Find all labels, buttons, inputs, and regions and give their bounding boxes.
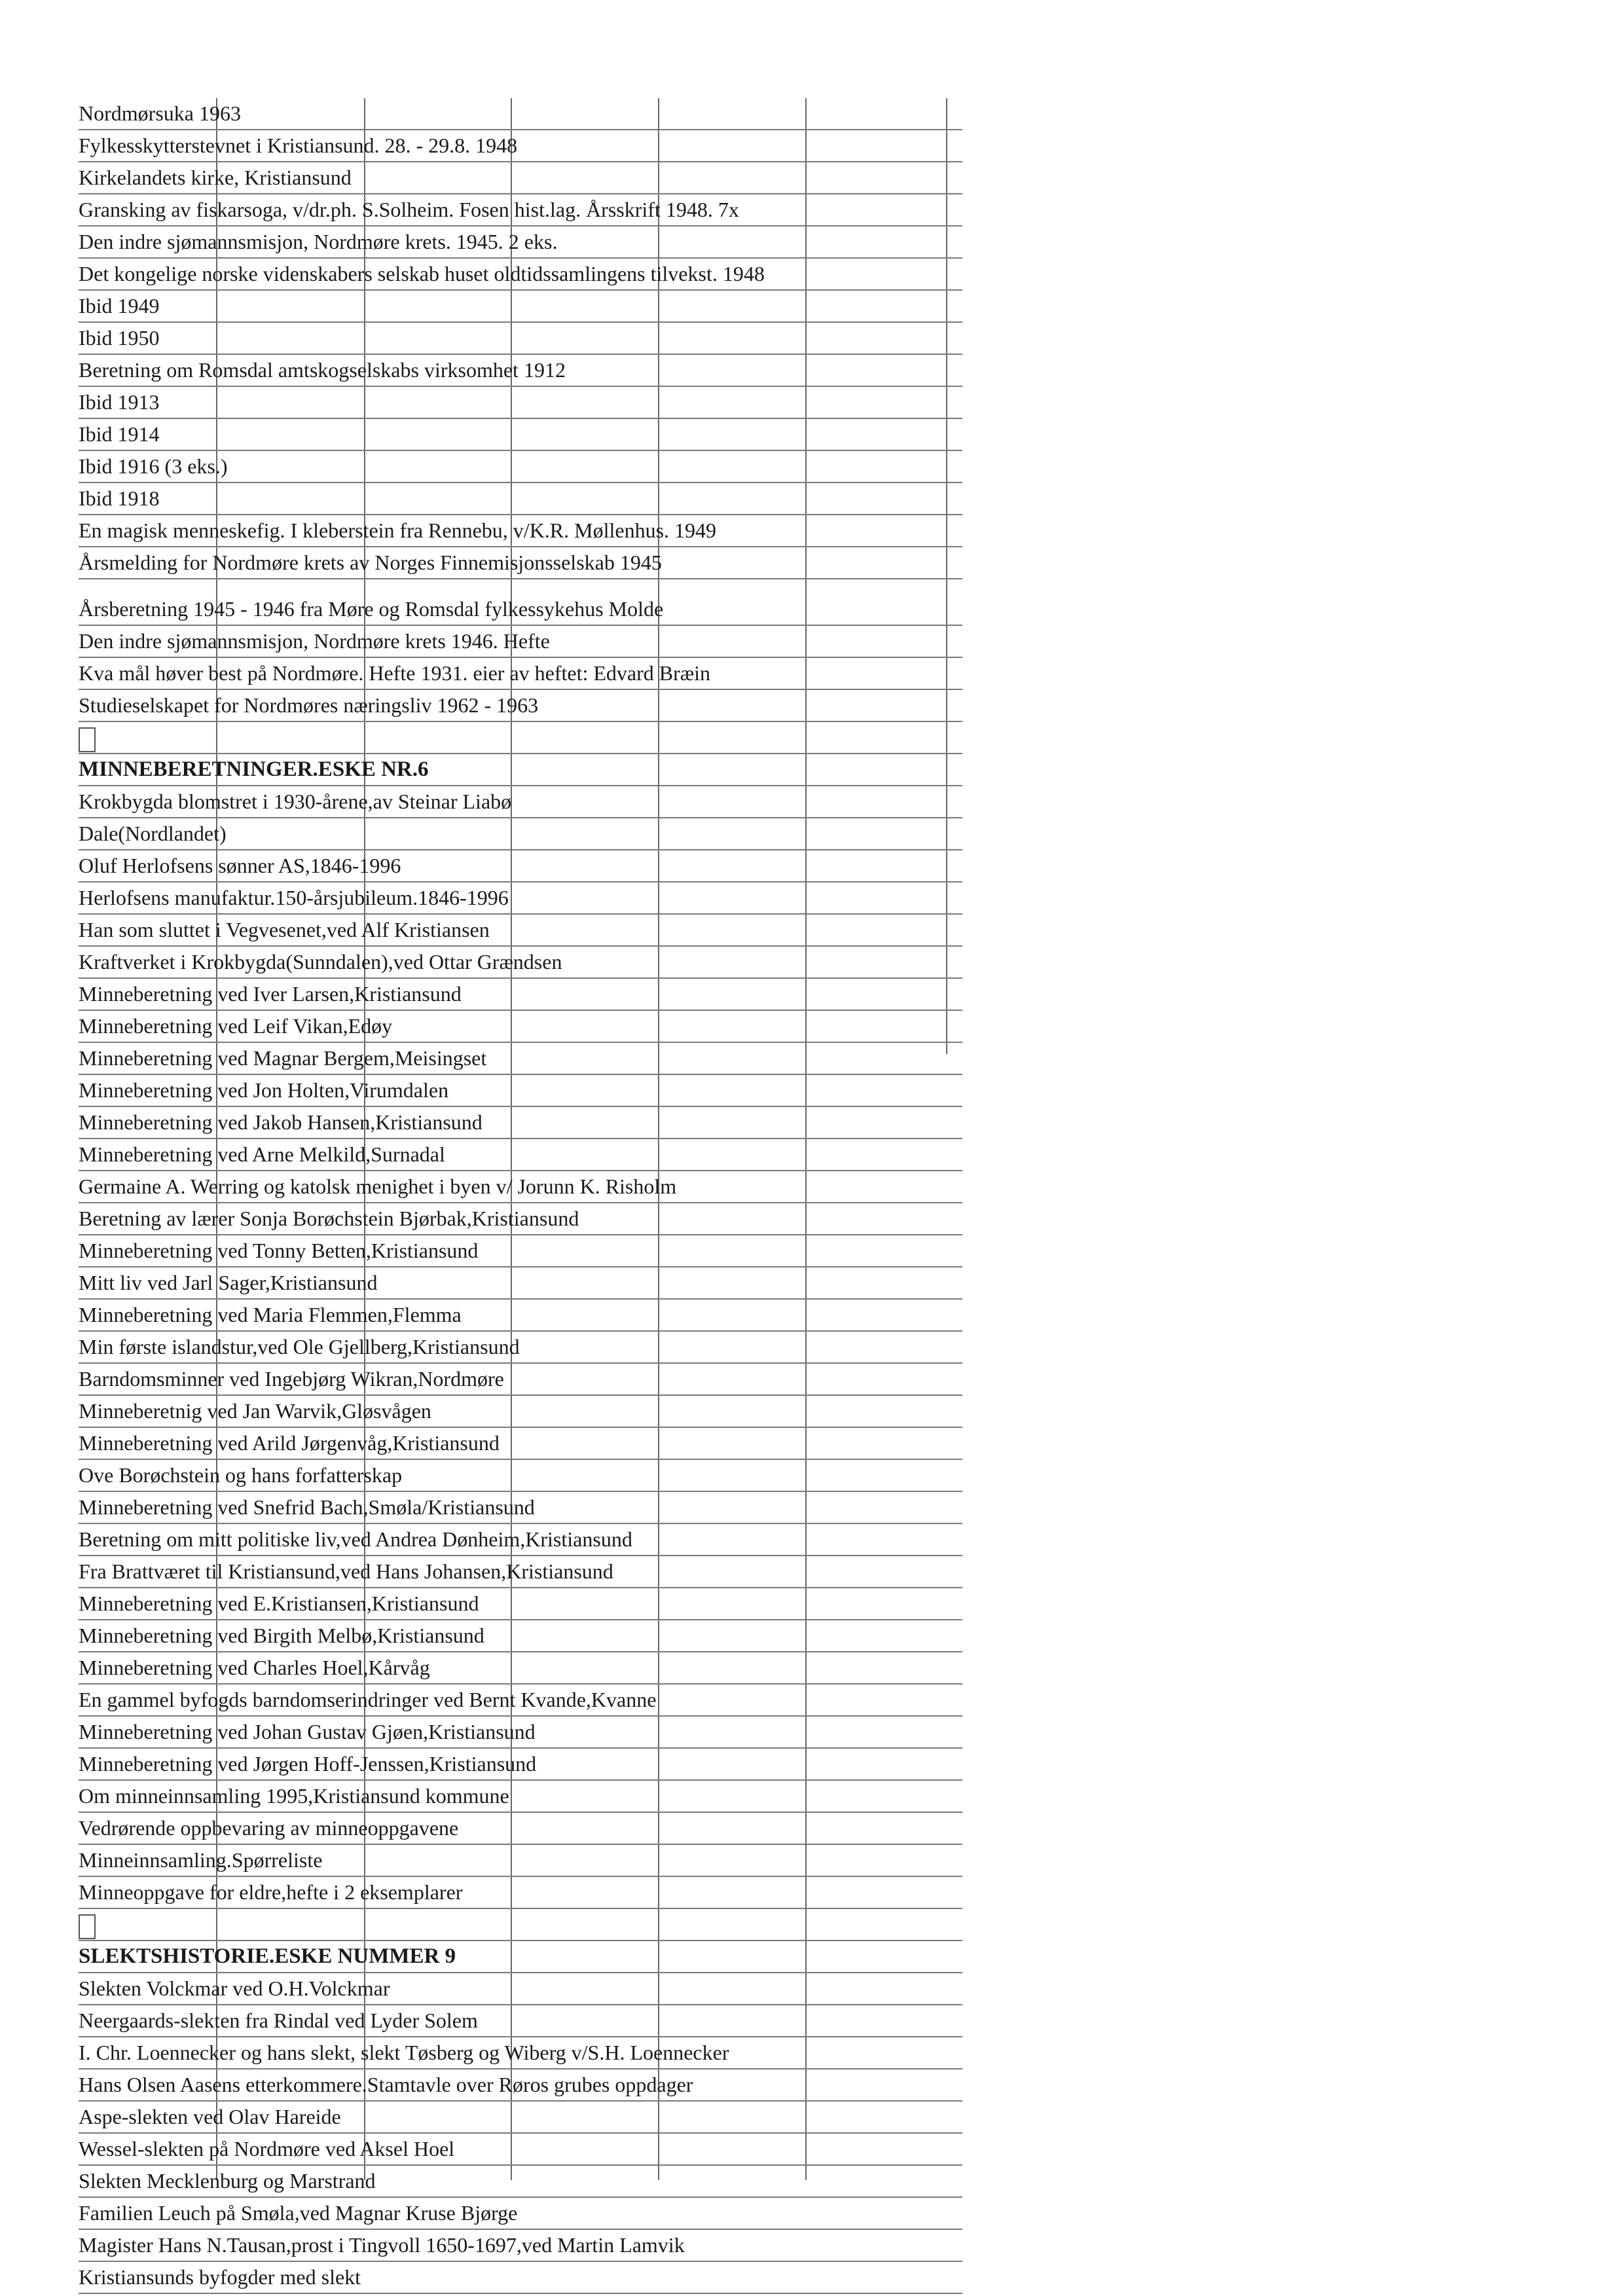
list-item: Minneberetning ved Arne Melkild,Surnadal [79,1139,962,1171]
list-item: Vedrørende oppbevaring av minneoppgavene [79,1813,962,1845]
list-item: Germaine A. Werring og katolsk menighet i byen v/ Jorunn K. Risholm [79,1171,962,1203]
list-item: Minneberetning ved Jon Holten,Virumdalen [79,1075,962,1107]
list-item: Beretning om mitt politiske liv,ved Andrea Dønheim,Kristiansund [79,1524,962,1556]
list-item: Beretning av lærer Sonja Borøchstein Bjørbak,Kristiansund [79,1203,962,1235]
list-item: En magisk menneskefig. I kleberstein fra Rennebu, v/K.R. Møllenhus. 1949 [79,515,962,547]
list-item: Barndomsminner ved Ingebjørg Wikran,Nordmøre [79,1364,962,1396]
section-1 [79,98,962,754]
list-item: Den indre sjømannsmisjon, Nordmøre krets. 1945. 2 eks. [79,227,962,259]
list-item: Minneberetning ved Iver Larsen,Kristiansund [79,979,962,1011]
list-item: Gransking av fiskarsoga, v/dr.ph. S.Solheim. Fosen hist.lag. Årsskrift 1948. 7x [79,194,962,227]
list-item: Slekten Volckmar ved O.H.Volckmar [79,1973,962,2005]
list-item: Minneberetning ved Arild Jørgenvåg,Kristiansund [79,1428,962,1460]
list-item: Minneberetning ved E.Kristiansen,Kristiansund [79,1588,962,1620]
list-item: Minneoppgave for eldre,hefte i 2 eksemplarer [79,1877,962,1909]
list-item: Minneberetning ved Jørgen Hoff-Jenssen,Kristiansund [79,1749,962,1781]
list-item: Minneberetning ved Magnar Bergem,Meisingset [79,1043,962,1075]
empty-row [79,722,962,754]
list-item: Om minneinnsamling 1995,Kristiansund kommune [79,1781,962,1813]
list-item: Den indre sjømannsmisjon, Nordmøre krets 1946. Hefte [79,626,962,658]
list-item: Ibid 1918 [79,483,962,515]
list-item: Minneberetning ved Snefrid Bach,Smøla/Kristiansund [79,1492,962,1524]
list-item: Hans Olsen Aasens etterkommere.Stamtavle over Røros grubes oppdager [79,2069,962,2102]
list-item: Fylkesskytterstevnet i Kristiansund. 28. - 29.8. 1948 [79,130,962,162]
list-item: Minneberetning ved Jakob Hansen,Kristiansund [79,1107,962,1139]
document-list [79,98,962,2294]
list-item: Minneberetnig ved Jan Warvik,Gløsvågen [79,1396,962,1428]
list-item: Kirkelandets kirke, Kristiansund [79,162,962,194]
list-item: Fra Brattværet til Kristiansund,ved Hans Johansen,Kristiansund [79,1556,962,1588]
list-item: Ove Borøchstein og hans forfatterskap [79,1460,962,1492]
list-item: En gammel byfogds barndomserindringer ved Bernt Kvande,Kvanne [79,1685,962,1717]
list-item: Familien Leuch på Smøla,ved Magnar Kruse Bjørge [79,2198,962,2230]
list-item: Minneinnsamling.Spørreliste [79,1845,962,1877]
list-item: Mitt liv ved Jarl Sager,Kristiansund [79,1267,962,1300]
list-item: Minneberetning ved Maria Flemmen,Flemma [79,1300,962,1332]
list-item: Ibid 1913 [79,387,962,419]
list-item: Han som sluttet i Vegvesenet,ved Alf Kristiansen [79,915,962,947]
list-item: Ibid 1914 [79,419,962,451]
list-item: Kva mål høver best på Nordmøre. Hefte 1931. eier av heftet: Edvard Bræin [79,658,962,690]
list-item: Aspe-slekten ved Olav Hareide [79,2102,962,2134]
section-2 [79,754,962,1941]
section-heading: MINNEBERETNINGER.ESKE NR.6 [79,754,962,786]
empty-cell [79,1914,96,1939]
list-item: Wessel-slekten på Nordmøre ved Aksel Hoel [79,2134,962,2166]
list-item: Neergaards-slekten fra Rindal ved Lyder Solem [79,2005,962,2037]
list-item: Studieselskapet for Nordmøres næringsliv 1962 - 1963 [79,690,962,722]
list-item: Oluf Herlofsens sønner AS,1846-1996 [79,850,962,883]
list-item: Det kongelige norske videnskabers selskab huset oldtidssamlingens tilvekst. 1948 [79,259,962,291]
list-item: Krokbygda blomstret i 1930-årene,av Steinar Liabø [79,786,962,818]
list-item: Minneberetning ved Charles Hoel,Kårvåg [79,1652,962,1685]
list-item: Årsmelding for Nordmøre krets av Norges Finnemisjonsselskab 1945 [79,547,962,579]
list-item: Minneberetning ved Leif Vikan,Edøy [79,1011,962,1043]
list-item: Ibid 1950 [79,323,962,355]
list-item: Nordmørsuka 1963 [79,98,962,130]
list-item: Ibid 1916 (3 eks.) [79,451,962,483]
list-item: Minneberetning ved Tonny Betten,Kristiansund [79,1235,962,1267]
list-item: Herlofsens manufaktur.150-årsjubileum.1846-1996 [79,883,962,915]
section-heading: SLEKTSHISTORIE.ESKE NUMMER 9 [79,1941,962,1973]
list-item: Årsberetning 1945 - 1946 fra Møre og Romsdal fylkessykehus Molde [79,594,962,626]
list-item: Magister Hans N.Tausan,prost i Tingvoll 1650-1697,ved Martin Lamvik [79,2230,962,2262]
empty-cell [79,727,96,752]
empty-row [79,1909,962,1941]
list-item: Minneberetning ved Birgith Melbø,Kristiansund [79,1620,962,1652]
list-item: Kraftverket i Krokbygda(Sunndalen),ved Ottar Grændsen [79,947,962,979]
list-item: Minneberetning ved Johan Gustav Gjøen,Kristiansund [79,1717,962,1749]
spacer [79,579,962,594]
list-item: Ibid 1949 [79,291,962,323]
list-item: Dale(Nordlandet) [79,818,962,850]
list-item: Kristiansunds byfogder med slekt [79,2262,962,2294]
list-item: Slekten Mecklenburg og Marstrand [79,2166,962,2198]
section-3 [79,1941,962,2294]
list-item: I. Chr. Loennecker og hans slekt, slekt Tøsberg og Wiberg v/S.H. Loennecker [79,2037,962,2069]
list-item: Beretning om Romsdal amtskogselskabs virksomhet 1912 [79,355,962,387]
list-item: Min første islandstur,ved Ole Gjellberg,Kristiansund [79,1332,962,1364]
